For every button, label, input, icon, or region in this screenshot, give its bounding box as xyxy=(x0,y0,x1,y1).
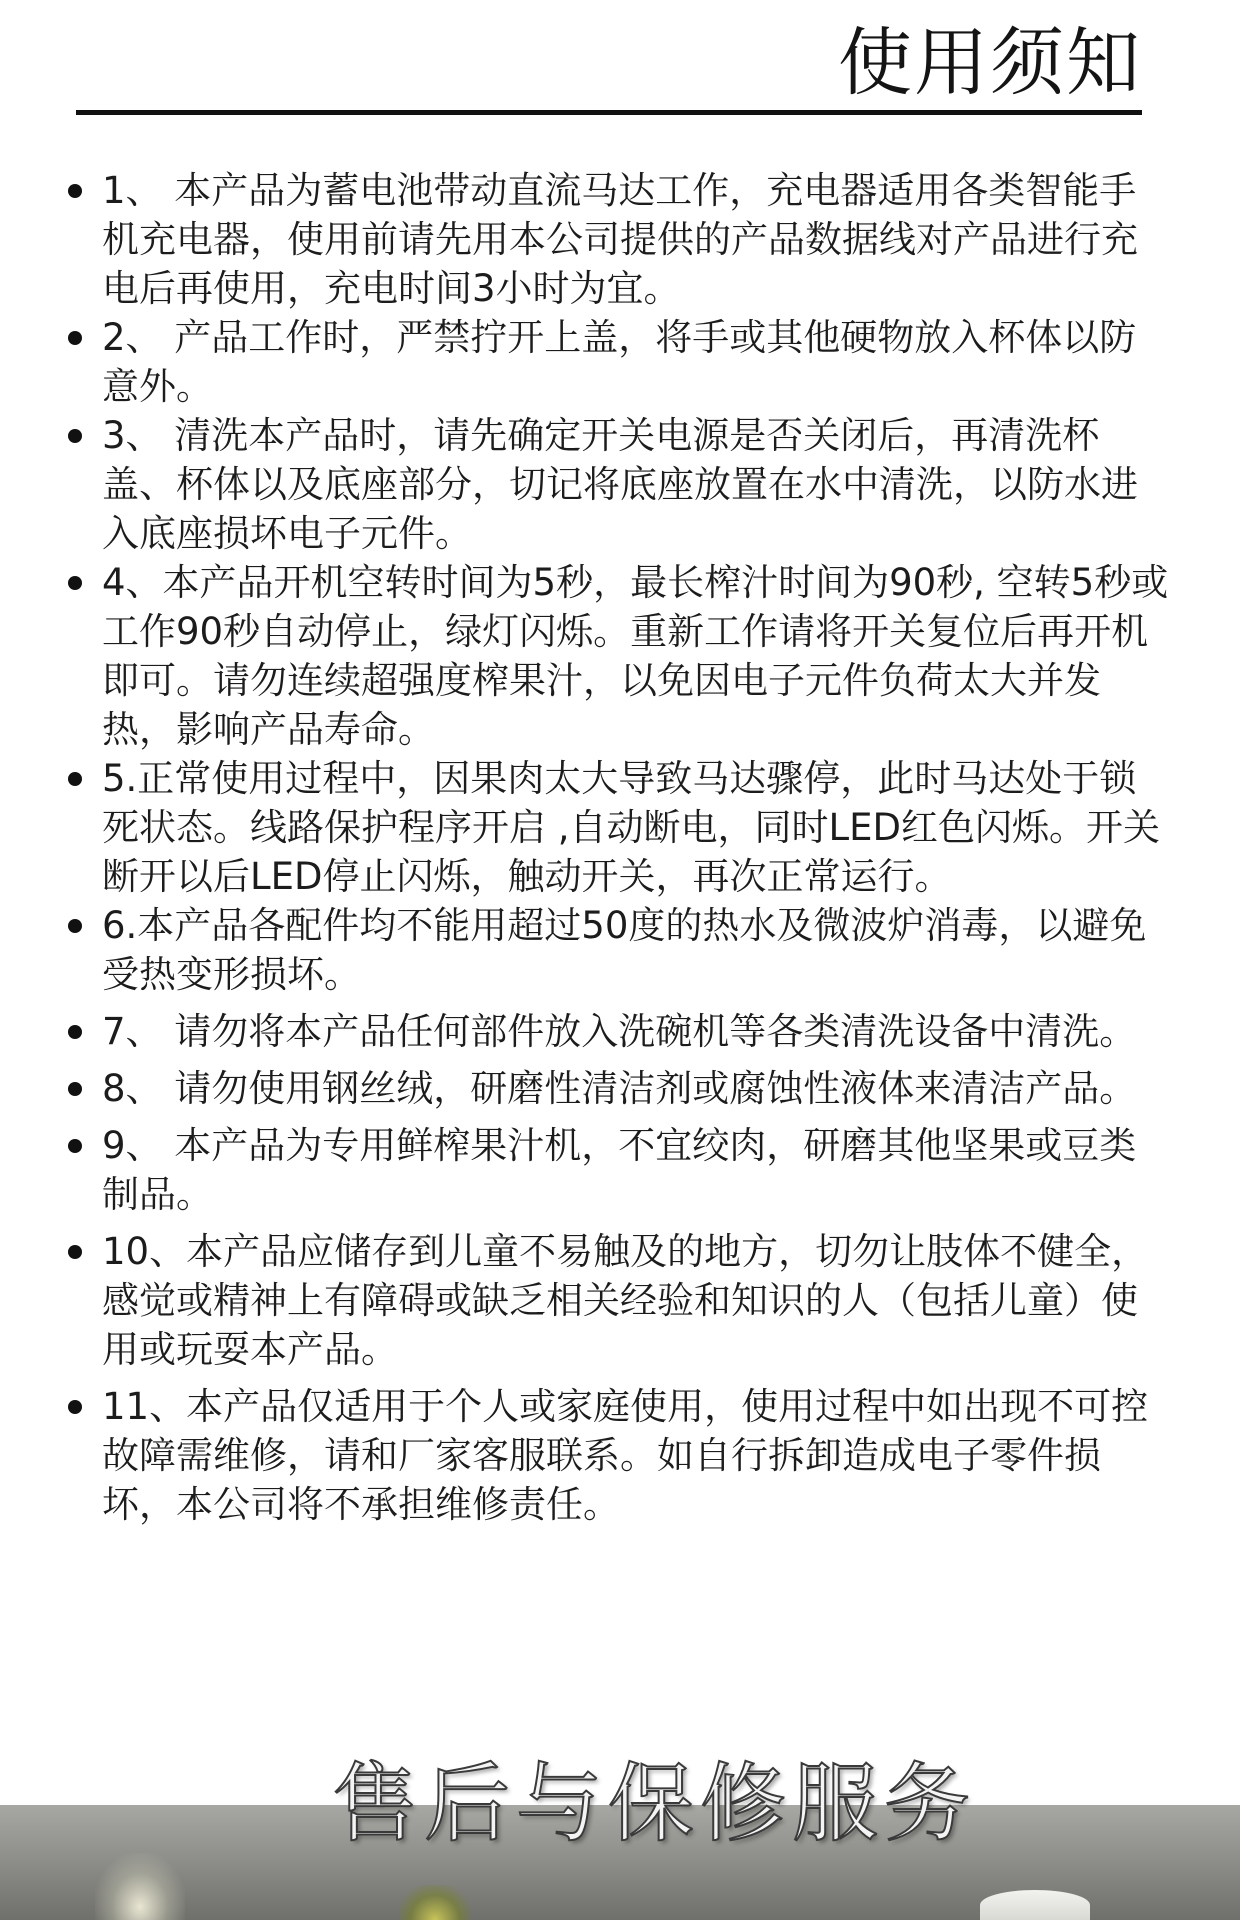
notice-text: 5.正常使用过程中，因果肉太大导致马达骤停，此时马达处于锁死状态。线路保护程序开启 ,自动断电，同时LED红色闪烁。开关断开以后LED停止闪烁，触动开关，再次正常运行。 xyxy=(102,757,1161,898)
title-divider xyxy=(76,110,1142,115)
bullet-icon xyxy=(68,1245,82,1259)
banner-light-decoration xyxy=(95,1853,185,1920)
usage-notice-list xyxy=(62,166,1170,1529)
bullet-icon xyxy=(68,1025,82,1039)
notice-text: 10、本产品应储存到儿童不易触及的地方，切勿让肢体不健全，感觉或精神上有障碍或缺乏相关经验和知识的人（包括儿童）使用或玩耍本产品。 xyxy=(102,1230,1149,1371)
bullet-icon xyxy=(68,1139,82,1153)
notice-text: 3、 清洗本产品时，请先确定开关电源是否关闭后，再清洗杯盖、杯体以及底座部分，切记将底座放置在水中清洗，以防水进入底座损坏电子元件。 xyxy=(102,414,1138,555)
page-title: 使用须知 xyxy=(838,20,1142,106)
after-sales-title: 售后与保修服务 xyxy=(332,1754,976,1854)
notice-item-6 xyxy=(62,901,1170,999)
notice-item-8 xyxy=(62,1064,1170,1113)
bullet-icon xyxy=(68,919,82,933)
notice-text: 6.本产品各配件均不能用超过50度的热水及微波炉消毒，以避免受热变形损坏。 xyxy=(102,904,1147,996)
notice-text: 2、 产品工作时，严禁拧开上盖，将手或其他硬物放入杯体以防意外。 xyxy=(102,316,1137,408)
bullet-icon xyxy=(68,331,82,345)
notice-item-4 xyxy=(62,558,1170,754)
notice-item-5 xyxy=(62,754,1170,901)
bullet-icon xyxy=(68,1400,82,1414)
notice-item-7 xyxy=(62,1007,1170,1056)
notice-text: 4、本产品开机空转时间为5秒，最长榨汁时间为90秒, 空转5秒或工作90秒自动停止，绿灯闪烁。重新工作请将开关复位后再开机即可。请勿连续超强度榨果汁，以免因电子元件负荷太大并发热，影响产品寿命。 xyxy=(102,561,1169,751)
notice-text: 7、 请勿将本产品任何部件放入洗碗机等各类清洗设备中清洗。 xyxy=(102,1010,1137,1053)
notice-text: 9、 本产品为专用鲜榨果汁机，不宜绞肉，研磨其他坚果或豆类制品。 xyxy=(102,1124,1137,1216)
notice-text: 11、本产品仅适用于个人或家庭使用，使用过程中如出现不可控故障需维修，请和厂家客服联系。如自行拆卸造成电子零件损坏，本公司将不承担维修责任。 xyxy=(102,1385,1149,1526)
bullet-icon xyxy=(68,1082,82,1096)
notice-item-1 xyxy=(62,166,1170,313)
notice-item-9 xyxy=(62,1121,1170,1219)
bullet-icon xyxy=(68,429,82,443)
notice-item-3 xyxy=(62,411,1170,558)
bullet-icon xyxy=(68,772,82,786)
banner-fruit-decoration xyxy=(400,1885,470,1920)
notice-item-10 xyxy=(62,1227,1170,1374)
bullet-icon xyxy=(68,576,82,590)
notice-text: 8、 请勿使用钢丝绒，研磨性清洁剂或腐蚀性液体来清洁产品。 xyxy=(102,1067,1137,1110)
banner-cup-decoration xyxy=(980,1890,1090,1920)
bullet-icon xyxy=(68,184,82,198)
notice-text: 1、 本产品为蓄电池带动直流马达工作，充电器适用各类智能手机充电器，使用前请先用本公司提供的产品数据线对产品进行充电后再使用，充电时间3小时为宜。 xyxy=(102,169,1138,310)
notice-item-11 xyxy=(62,1382,1170,1529)
notice-item-2 xyxy=(62,313,1170,411)
